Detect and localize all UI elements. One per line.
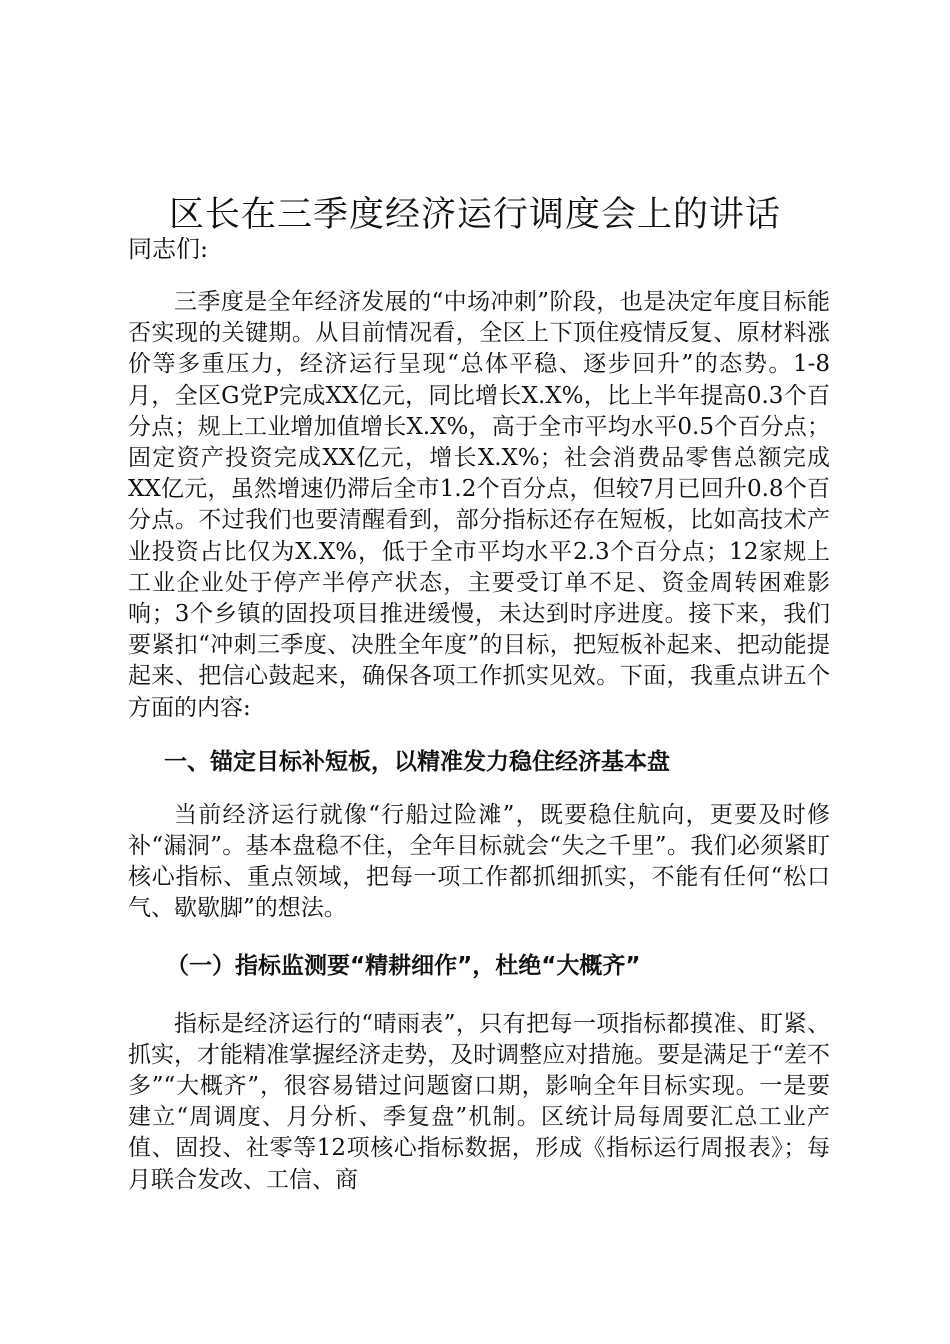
intro-paragraph: 三季度是全年经济发展的“中场冲刺”阶段，也是决定年度目标能否实现的关键期。从目前情况看，全区上下顶住疫情反复、原材料涨价等多重压力，经济运行呈现“总体平稳、逐步回升”的态势。1-8月，全区G党P完成XX亿元，同比增长X.X%，比上半年提高0.3个百分点；规上工业增加值增长X.X%，高于全市平均水平0.5个百分点；固定资产投资完成XX亿元，增长X.X%；社会消费品零售总额完成XX亿元，虽然增速仍滞后全市1.2个百分点，但较7月已回升0.8个百分点。不过我们也要清醒看到，部分指标还存在短板，比如高技术产业投资占比仅为X.X%，低于全市平均水平2.3个百分点；12家规上工业企业处于停产半停产状态，主要受订单不足、资金周转困难影响；3个乡镇的固投项目推进缓慢，未达到时序进度。接下来，我们要紧扣“冲刺三季度、决胜全年度”的目标，把短板补起来、把动能提起来、把信心鼓起来，确保各项工作抓实见效。下面，我重点讲五个方面的内容: — [128, 289, 830, 721]
document-body — [128, 231, 830, 1196]
document-title: 区长在三季度经济运行调度会上的讲话 — [168, 195, 781, 236]
subsection-heading-1: （一）指标监测要“精耕细作”，杜绝“大概齐” — [166, 952, 641, 979]
subsection-1-paragraph: 指标是经济运行的“晴雨表”，只有把每一项指标都摸准、盯紧、抓实，才能精准掌握经济走势，及时调整应对措施。要是满足于“差不多”“大概齐”，很容易错过问题窗口期，影响全年目标实现。一是要建立“周调度、月分析、季复盘”机制。区统计局每周要汇总工业产值、固投、社零等12项核心指标数据，形成《指标运行周报表》；每月联合发改、工信、商 — [128, 1010, 830, 1193]
section-heading-1: 一、锚定目标补短板，以精准发力稳住经济基本盘 — [164, 748, 670, 775]
salutation: 同志们: — [128, 235, 209, 263]
section-1-paragraph: 当前经济运行就像“行船过险滩”，既要稳住航向，更要及时修补“漏洞”。基本盘稳不住，全年目标就会“失之千里”。我们必须紧盯核心指标、重点领域，把每一项工作都抓细抓实，不能有任何“松口气、歇歇脚”的想法。 — [128, 801, 830, 922]
